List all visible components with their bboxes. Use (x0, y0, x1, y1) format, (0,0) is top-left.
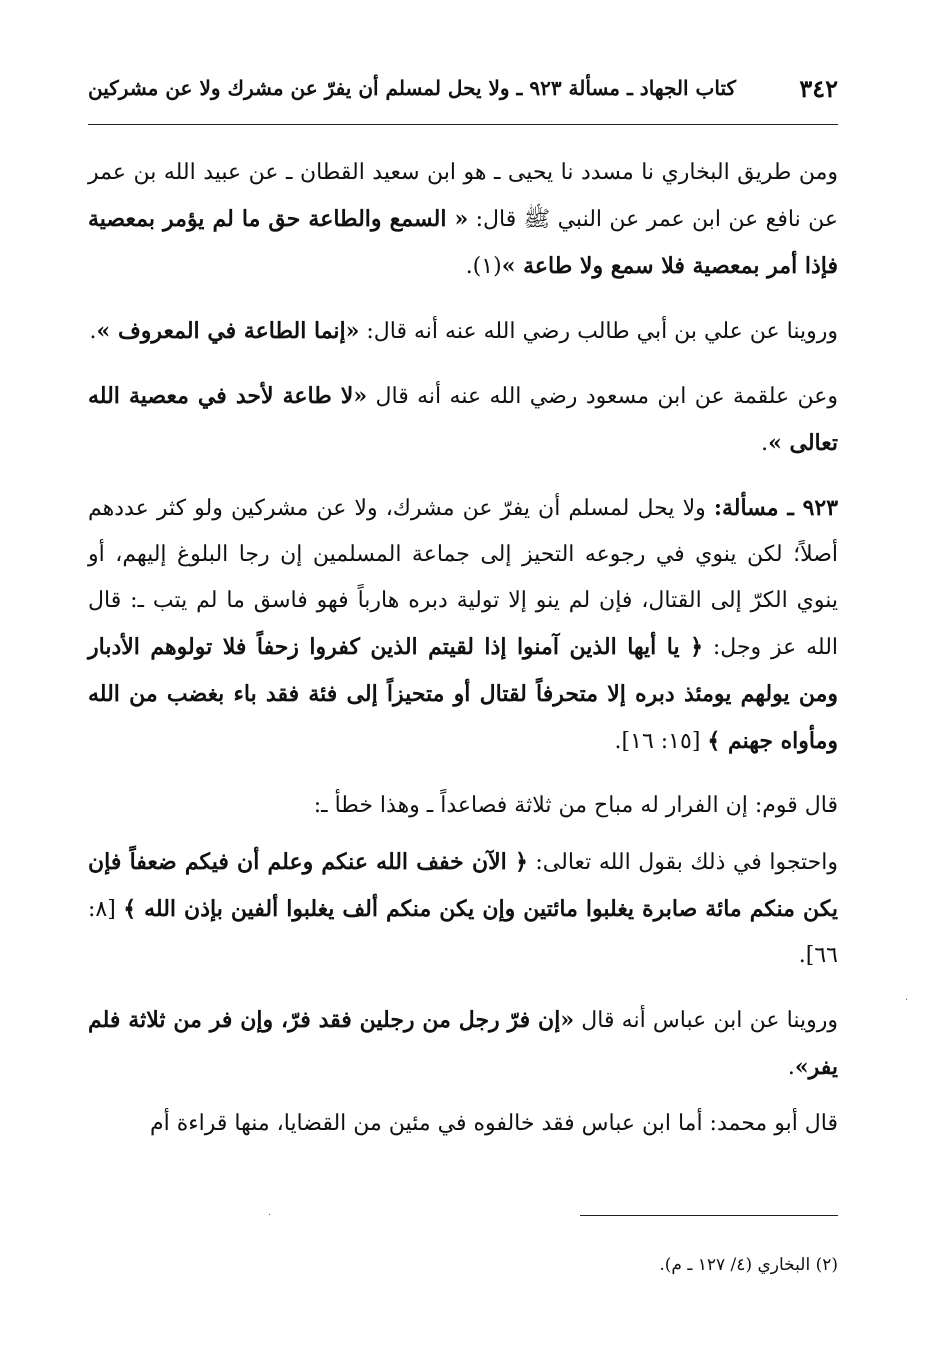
scan-speck: · (268, 1210, 272, 1221)
quote: «إن فرّ رجل من رجلين فقد فرّ، وإن فر من ثلاثة فلم يفر» (88, 1007, 838, 1080)
footnote-divider (580, 1215, 838, 1216)
paragraph-tail: . (89, 319, 97, 344)
footnote: (٢) البخاري (٤/ ١٢٧ ـ م). (659, 1255, 838, 1275)
quran-verse: ﴿ الآن خفف الله عنكم وعلم أن فيكم ضعفاً فإن يكن منكم مائة صابرة يغلبوا مائتين وإن يكن منكم ألف يغلبوا ألفين بإذن الله ﴾ (88, 849, 838, 922)
paragraph-ali (88, 308, 838, 355)
scan-speck: · (905, 995, 909, 1006)
verse-reference: [٨: ٦٦]. (88, 897, 838, 968)
paragraph-text: قال قوم: إن الفرار له مباح من ثلاثة فصاعداً ـ وهذا خطأ ـ: (313, 793, 838, 818)
quote: «إنما الطاعة في المعروف » (96, 318, 360, 344)
paragraph-ibn-masud (88, 373, 838, 467)
header-divider (88, 124, 838, 125)
paragraph-text: وعن علقمة عن ابن مسعود رضي الله عنه أنه قال (367, 384, 839, 409)
masala-heading: ٩٢٣ ـ مسألة: (713, 495, 839, 521)
paragraph-text: ومن طريق البخاري نا مسدد نا يحيى ـ هو ابن سعيد القطان ـ عن عبيد الله بن عمر عن نافع عن ابن عمر عن النبي ﷺ قال: (88, 160, 838, 232)
paragraph-qawm (88, 783, 838, 829)
footnote-ref: (١). (465, 254, 502, 279)
paragraph-masala-923 (88, 485, 838, 765)
paragraph-text: وروينا عن ابن عباس أنه قال (574, 1008, 838, 1033)
quote: «لا طاعة لأحد في معصية الله تعالى » (88, 383, 838, 456)
paragraph-text: وروينا عن علي بن أبي طالب رضي الله عنه أنه قال: (359, 319, 838, 344)
paragraph-ibn-abbas (88, 997, 838, 1091)
page-number: ٣٤٢ (799, 74, 838, 103)
paragraph-text: واحتجوا في ذلك بقول الله تعالى: (527, 850, 838, 875)
paragraph-tail: . (761, 431, 769, 456)
paragraph-tail: . (787, 1055, 795, 1080)
paragraph-ihtajju (88, 839, 838, 979)
paragraph-bukhari-hadith (88, 150, 838, 290)
paragraph-text: قال أبو محمد: أما ابن عباس فقد خالفوه في مئين من القضايا، منها قراءة أم (150, 1111, 838, 1136)
page-header (88, 70, 838, 110)
verse-reference: [١٥: ١٦]. (614, 729, 708, 754)
paragraph-abu-muhammad (88, 1101, 838, 1147)
hadith-quote: « السمع والطاعة حق ما لم يؤمر بمعصية فإذا أمر بمعصية فلا سمع ولا طاعة » (88, 206, 838, 279)
quran-verse: ﴿ يا أيها الذين آمنوا إذا لقيتم الذين كفروا زحفاً فلا تولوهم الأدبار ومن يولهم يومئذ دبره إلا متحرفاً لقتال أو متحيزاً إلى فئة فقد باء بغضب من الله ومأواه جهنم ﴾ (88, 634, 838, 754)
paragraph-text: ولا يحل لمسلم أن يفرّ عن مشرك، ولا عن مشركين ولو كثر عددهم أصلاً؛ لكن ينوي في رجوعه التحيز إلى جماعة المسلمين إن رجا البلوغ إليهم، أو ينوي الكرّ إلى القتال، فإن لم ينو إلا تولية دبره هارباً فهو فاسق ما لم يتب ـ: قال الله عز وجل: (88, 496, 839, 660)
main-text (88, 150, 838, 1147)
running-title: كتاب الجهاد ـ مسألة ٩٢٣ ـ ولا يحل لمسلم أن يفرّ عن مشرك ولا عن مشركين (88, 76, 737, 100)
